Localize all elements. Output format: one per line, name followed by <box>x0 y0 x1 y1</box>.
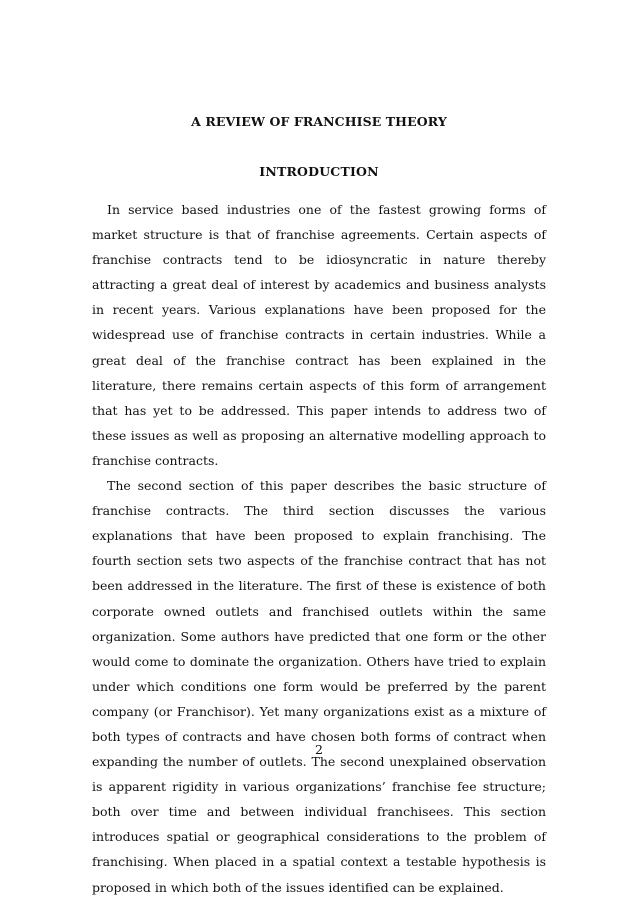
paper-title: A REVIEW OF FRANCHISE THEORY <box>191 114 447 129</box>
paragraph-1: In service based industries one of the fastest growing forms of market structure is that of franchise agreements. Certain aspects of franchise contracts tend to be idiosyncratic in nature thereby attracting a great deal of interest by academics and business analysts in recent years. Various explanations have been proposed for the widespread use of franchise contracts in certain industries. While a great deal of the franchise contract has been explained in the literature, there remains certain aspects of this form of arrangement that has yet to be addressed. This paper intends to address two of these issues as well as proposing an alternative modelling approach to franchise contracts. <box>92 202 546 468</box>
section-heading-introduction: INTRODUCTION <box>259 164 379 179</box>
body-text <box>92 197 546 900</box>
paragraph-2: The second section of this paper describes the basic structure of franchise contracts. The third section discusses the various explanations that have been proposed to explain franchising. The fourth section sets two aspects of the franchise contract that has not been addressed in the literature. The first of these is existence of both corporate owned outlets and franchised outlets within the same organization. Some authors have predicted that one form or the other would come to dominate the organization. Others have tried to explain under which conditions one form would be preferred by the parent company (or Franchisor). Yet many organizations exist as a mixture of both types of contracts and have chosen both forms of contract when expanding the number of outlets. The second unexplained observation is apparent rigidity in various organizations’ franchise fee structure; both over time and between individual franchisees. This section introduces spatial or geographical considerations to the problem of franchising. When placed in a spatial context a testable hypothesis is proposed in which both of the issues identified can be explained. <box>92 478 546 895</box>
page-number: 2 <box>315 742 323 757</box>
